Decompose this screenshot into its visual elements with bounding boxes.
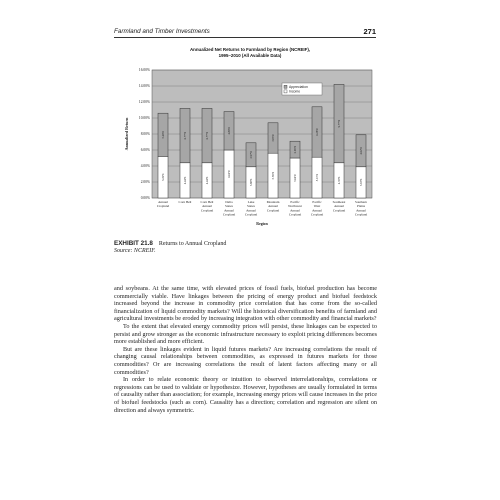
y-axis-title: Annualized Return xyxy=(124,117,129,151)
x-category-label: Annual xyxy=(202,204,212,209)
data-label-income: 4.35% xyxy=(337,176,341,185)
data-label-appreciation: 2.05% xyxy=(293,145,297,154)
x-category-label: Corn Belt xyxy=(178,200,192,204)
legend-label: Appreciation xyxy=(289,84,308,89)
data-label-appreciation: 6.28% xyxy=(315,128,319,136)
legend-label: Income xyxy=(289,89,301,94)
x-category-label: Cropland xyxy=(222,212,236,217)
data-label-income: 5.59% xyxy=(271,171,275,180)
page-number: 271 xyxy=(363,27,376,36)
x-category-label: Mountain xyxy=(266,200,280,204)
x-category-label: Cropland xyxy=(200,208,214,213)
data-label-income: 4.44% xyxy=(183,176,187,185)
x-category-label: Southeast xyxy=(332,200,346,204)
exhibit-source: Source: NCREIF. xyxy=(114,248,156,254)
x-category-label: Annual xyxy=(334,204,344,209)
data-label-appreciation: 4.80% xyxy=(227,127,231,135)
x-category-label: Plains xyxy=(356,204,366,209)
paragraph: In order to relate economic theory or intuition to observed interrelationships, correlations or regressions can be used to validate or hypothesize. However, hypotheses are usually formulated in terms of causality rather than association; for example, increasing energy prices will cause increases in the price of biofuel feedstocks (such as corn). Causality has a direction; correlation and regression are silent on direction and always symmetric. xyxy=(114,376,377,414)
returns-bar-chart xyxy=(0,0,500,240)
legend-swatch xyxy=(284,85,287,88)
x-category-label: Southern xyxy=(355,200,367,204)
y-tick-label: 0.00% xyxy=(140,196,150,201)
x-category-label: Cropland xyxy=(244,212,258,217)
x-category-label: Annual xyxy=(356,208,366,213)
x-category-label: Annual xyxy=(312,208,322,213)
data-label-appreciation: 5.40% xyxy=(161,131,165,139)
data-label-income: 5.11% xyxy=(315,173,319,182)
data-label-income: 3.93% xyxy=(359,178,363,187)
x-axis-title: Region xyxy=(256,222,268,226)
x-category-label: Pacific xyxy=(312,200,322,204)
data-label-appreciation: 2.97% xyxy=(249,151,253,159)
data-label-appreciation: 9.77% xyxy=(337,119,341,128)
y-tick-label: 12.00% xyxy=(138,100,150,105)
x-category-label: Delta xyxy=(225,200,233,204)
x-category-label: West xyxy=(313,204,321,209)
x-category-label: Annual xyxy=(224,208,234,213)
data-label-income: 6.02% xyxy=(227,170,231,178)
data-label-appreciation: 6.77% xyxy=(183,131,187,140)
y-tick-label: 14.00% xyxy=(138,84,150,89)
x-category-label: Annual xyxy=(268,204,278,209)
running-title: Farmland and Timber Investments xyxy=(114,28,210,35)
chart-title: Annualized Net Returns to Farmland by Region (NCREIF), xyxy=(189,47,311,52)
exhibit-label: EXHIBIT 21.8 xyxy=(114,240,153,247)
exhibit-text: Returns to Annual Cropland xyxy=(158,241,227,247)
y-tick-label: 8.00% xyxy=(140,132,150,137)
paragraph: To the extent that elevated energy commodity prices will persist, these linkages can be expected to persist and grow stronger as the economic infrastructure necessary to exploit pricing differences becomes more established and more efficient. xyxy=(114,322,377,346)
body-text xyxy=(114,285,377,414)
x-category-label: Cropland xyxy=(266,208,280,213)
data-label-appreciation: 6.77% xyxy=(205,131,209,140)
x-category-label: Cropland xyxy=(354,212,368,217)
x-category-label: States xyxy=(247,204,255,209)
x-category-label: Annual xyxy=(246,208,256,213)
y-tick-label: 6.00% xyxy=(140,148,150,153)
legend-swatch xyxy=(284,90,287,93)
x-category-label: Pacific xyxy=(290,200,300,204)
x-category-label: Annual xyxy=(158,200,168,204)
y-tick-label: 2.00% xyxy=(140,180,150,185)
data-label-appreciation: 4.02% xyxy=(359,147,363,155)
x-category-label: Corn Belt xyxy=(200,200,214,204)
paragraph: But are these linkages evident in liquid futures markets? Are increasing correlations the result of changing causal relationships between commodities, as expressed in futures markets for those commodities? Or are increasing correlations the result of latent factors affecting many or all commodities? xyxy=(114,345,377,376)
y-tick-label: 16.00% xyxy=(138,68,150,73)
paragraph: and soybeans. At the same time, with elevated prices of fossil fuels, biofuel production has become commercially viable. Have linkages between the pricing of energy product and biofuel feedstock increased beyond the increase in commodity price correlation that has come from the so-called financialization of liquid commodity markets? Will the historical diversification benefits of farmland and agricultural investments be eroded by increasing integration with other commodity and financial markets? xyxy=(114,285,377,323)
data-label-appreciation: 3.83% xyxy=(271,134,275,142)
x-category-label: Cropland xyxy=(288,212,302,217)
data-label-income: 5.04% xyxy=(293,174,297,182)
x-category-label: Northwest xyxy=(288,204,302,209)
x-category-label: Cropland xyxy=(310,212,324,217)
data-label-income: 4.44% xyxy=(205,176,209,185)
x-category-label: Cropland xyxy=(156,204,170,209)
x-category-label: Annual xyxy=(290,208,300,213)
data-label-income: 5.22% xyxy=(161,173,165,181)
y-tick-label: 10.00% xyxy=(138,116,150,121)
data-label-income: 3.88% xyxy=(249,178,253,187)
x-category-label: States xyxy=(225,204,233,209)
y-tick-label: 4.00% xyxy=(140,164,150,169)
x-category-label: Lake xyxy=(247,200,255,204)
x-category-label: Cropland xyxy=(332,208,346,213)
chart-subtitle: 1995–2010 (All Available Data) xyxy=(218,53,282,58)
